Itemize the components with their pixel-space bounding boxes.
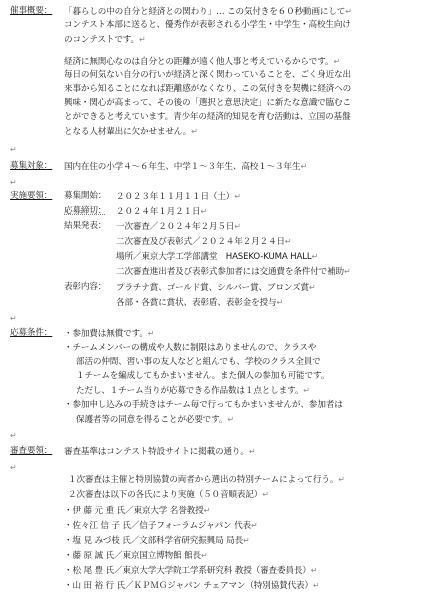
return-mark-icon: ↵ [203, 506, 211, 515]
awards-line-1: プラチナ賞、ゴールド賞、シルバー賞、ブロンズ賞↵ [116, 283, 316, 293]
judging-line-2: ２次審査は以下の各氏により実施（５０音順表記）↵ [68, 490, 269, 500]
return-mark-icon: ↵ [227, 415, 234, 424]
results-label: 結果発表： [64, 221, 107, 231]
overview-line-9: となる人材輩出に欠かせません。↵ [64, 127, 198, 137]
results-line-3: 場所／東京大学工学部講堂 HASEKO-KUMA HALL↵ [116, 252, 319, 262]
condition-item-1: ・ 参加費は無償です。↵ [64, 327, 154, 341]
overview-line-7: 興味・関心が高まって、その後の「選択と意思決定」に新たな意識で臨むこ [64, 98, 351, 108]
return-mark-icon: ↵ [138, 35, 146, 44]
judge-item: ・ 伊 藤 元 重 氏／東京大学 名誉教授↵ [64, 504, 210, 518]
overview-line-4: 経済に無関心なのは自分との距離が遠く他人事と考えているからです。↵ [64, 57, 340, 67]
awards-label: 表彰内容： [64, 282, 107, 292]
judge-item: ・ 佐々江 信 子 氏／信子フォーラムジャパン 代表↵ [64, 519, 258, 533]
overview-line-5: 毎日の何気ない自分の行いが経済と深く関わっていることを、ごく身近な出 [64, 70, 352, 80]
awards-line-2: 各部・各賞に賞状、表彰盾、表彰金を授与↵ [116, 298, 283, 308]
return-mark-icon: ↵ [338, 475, 345, 484]
target-label: 募集対象： [10, 161, 53, 171]
overview-line-3: のコンテストです。↵ [64, 35, 146, 45]
deadline-value: ２０２４年１月２１日↵ [116, 207, 208, 217]
results-line-4: 二次審査進出者及び表彰式参加者には交通費を条件付で補助↵ [116, 267, 351, 277]
judge-item: ・ 塩 見 みづ枝 氏／文部科学省研究振興局 局長↵ [64, 534, 250, 548]
deadline-label: 応募締切： [64, 206, 107, 216]
judge-item: ・ 松 尾 豊 氏／東京大学大学院工学系研究科 教授（審査委員長）↵ [64, 564, 317, 578]
return-mark-icon: ↵ [234, 222, 241, 231]
return-mark-icon: ↵ [262, 490, 269, 499]
overview-line-1: 「暮らしの中の自分と経済との関わり」… この気付きを６０秒動画にして↵ [64, 7, 352, 17]
return-mark-icon: ↵ [311, 252, 319, 261]
overview-line-2: コンテスト本部に送ると、優秀作が表彰される小学生・中学生・高校生向け [64, 20, 351, 30]
return-mark-icon: ↵ [333, 57, 340, 66]
results-line-2: 二次審査及び表彰式／２０２４年２月２４日↵ [116, 237, 292, 247]
blank-paragraph-mark: ↵ [10, 178, 17, 187]
judge-item: ・ 藤 原 誠 氏／東京国立博物館 館長↵ [64, 549, 208, 563]
return-mark-icon: ↵ [200, 207, 208, 216]
target-text: 国内在住の小学４～６年生、中学１～３年生、高校１～３年生↵ [64, 162, 307, 172]
condition-item-3-cont: 保護者等の同意を得ることが必要です。↵ [76, 415, 234, 425]
return-mark-icon: ↵ [191, 127, 198, 136]
judging-text: 審査基準はコンテスト特設サイトに掲載の通り。↵ [64, 447, 256, 457]
condition-item-2-cont: 部活の仲間、習い事の友人などと組んでも、学校のクラス全員で [76, 357, 321, 367]
judging-label: 審査要領： [10, 446, 53, 456]
conditions-label: 応募条件： [10, 328, 53, 338]
return-mark-icon: ↵ [248, 447, 256, 456]
condition-item-3: ・ 参加申し込みの手続きはチーム毎で行ってもかまいませんが、参加者は [64, 399, 343, 412]
judging-line-1: １次審査は主催と特別協賛の両者から選出の特別チームによって行う。↵ [68, 475, 345, 485]
start-value: ２０２３年１１月１１日（土）↵ [116, 192, 241, 202]
condition-item-2-cont: ただし、１チーム当りが応募できる作品数は１点とします。↵ [76, 386, 310, 396]
return-mark-icon: ↵ [310, 566, 318, 575]
return-mark-icon: ↵ [312, 581, 320, 590]
return-mark-icon: ↵ [243, 536, 250, 545]
overview-line-6: 来事から知ることになれば距離感がなくなり、この気付きを契機に経済への [64, 84, 352, 94]
return-mark-icon: ↵ [276, 298, 283, 307]
results-line-1: 一次審査／２０２４年２月５日↵ [116, 222, 241, 232]
condition-item-2: ・ チームメンバーの構成や人数に制限はありませんので、クラスや [64, 342, 316, 355]
return-mark-icon: ↵ [343, 267, 351, 276]
blank-paragraph-mark: ↵ [10, 314, 17, 323]
return-mark-icon: ↵ [345, 7, 352, 16]
blank-paragraph-mark: ↵ [10, 463, 17, 472]
start-label: 募集開始： [64, 191, 107, 201]
return-mark-icon: ↵ [234, 192, 241, 201]
return-mark-icon: ↵ [300, 162, 307, 171]
condition-item-2-cont: １チームを編成してもかまいません。また個人の参加も可能です。 [76, 371, 330, 381]
return-mark-icon: ↵ [308, 283, 316, 292]
return-mark-icon: ↵ [303, 386, 310, 395]
judge-item: ・ 山 田 裕 行 氏／ＫＰＭＧジャパン チェアマン（特別協賛代表）↵ [64, 579, 319, 593]
return-mark-icon: ↵ [284, 237, 292, 246]
return-mark-icon: ↵ [147, 329, 155, 338]
overview-label: 催事概要： [10, 6, 53, 16]
return-mark-icon: ↵ [250, 521, 258, 530]
schedule-label: 実施要領： [10, 191, 53, 201]
blank-paragraph-mark: ↵ [10, 431, 17, 440]
return-mark-icon: ↵ [201, 551, 208, 560]
overview-line-8: とができると考えています。青少年の経済的知見を育む活動は、立国の基盤 [64, 112, 351, 122]
blank-paragraph-mark: ↵ [10, 145, 17, 154]
